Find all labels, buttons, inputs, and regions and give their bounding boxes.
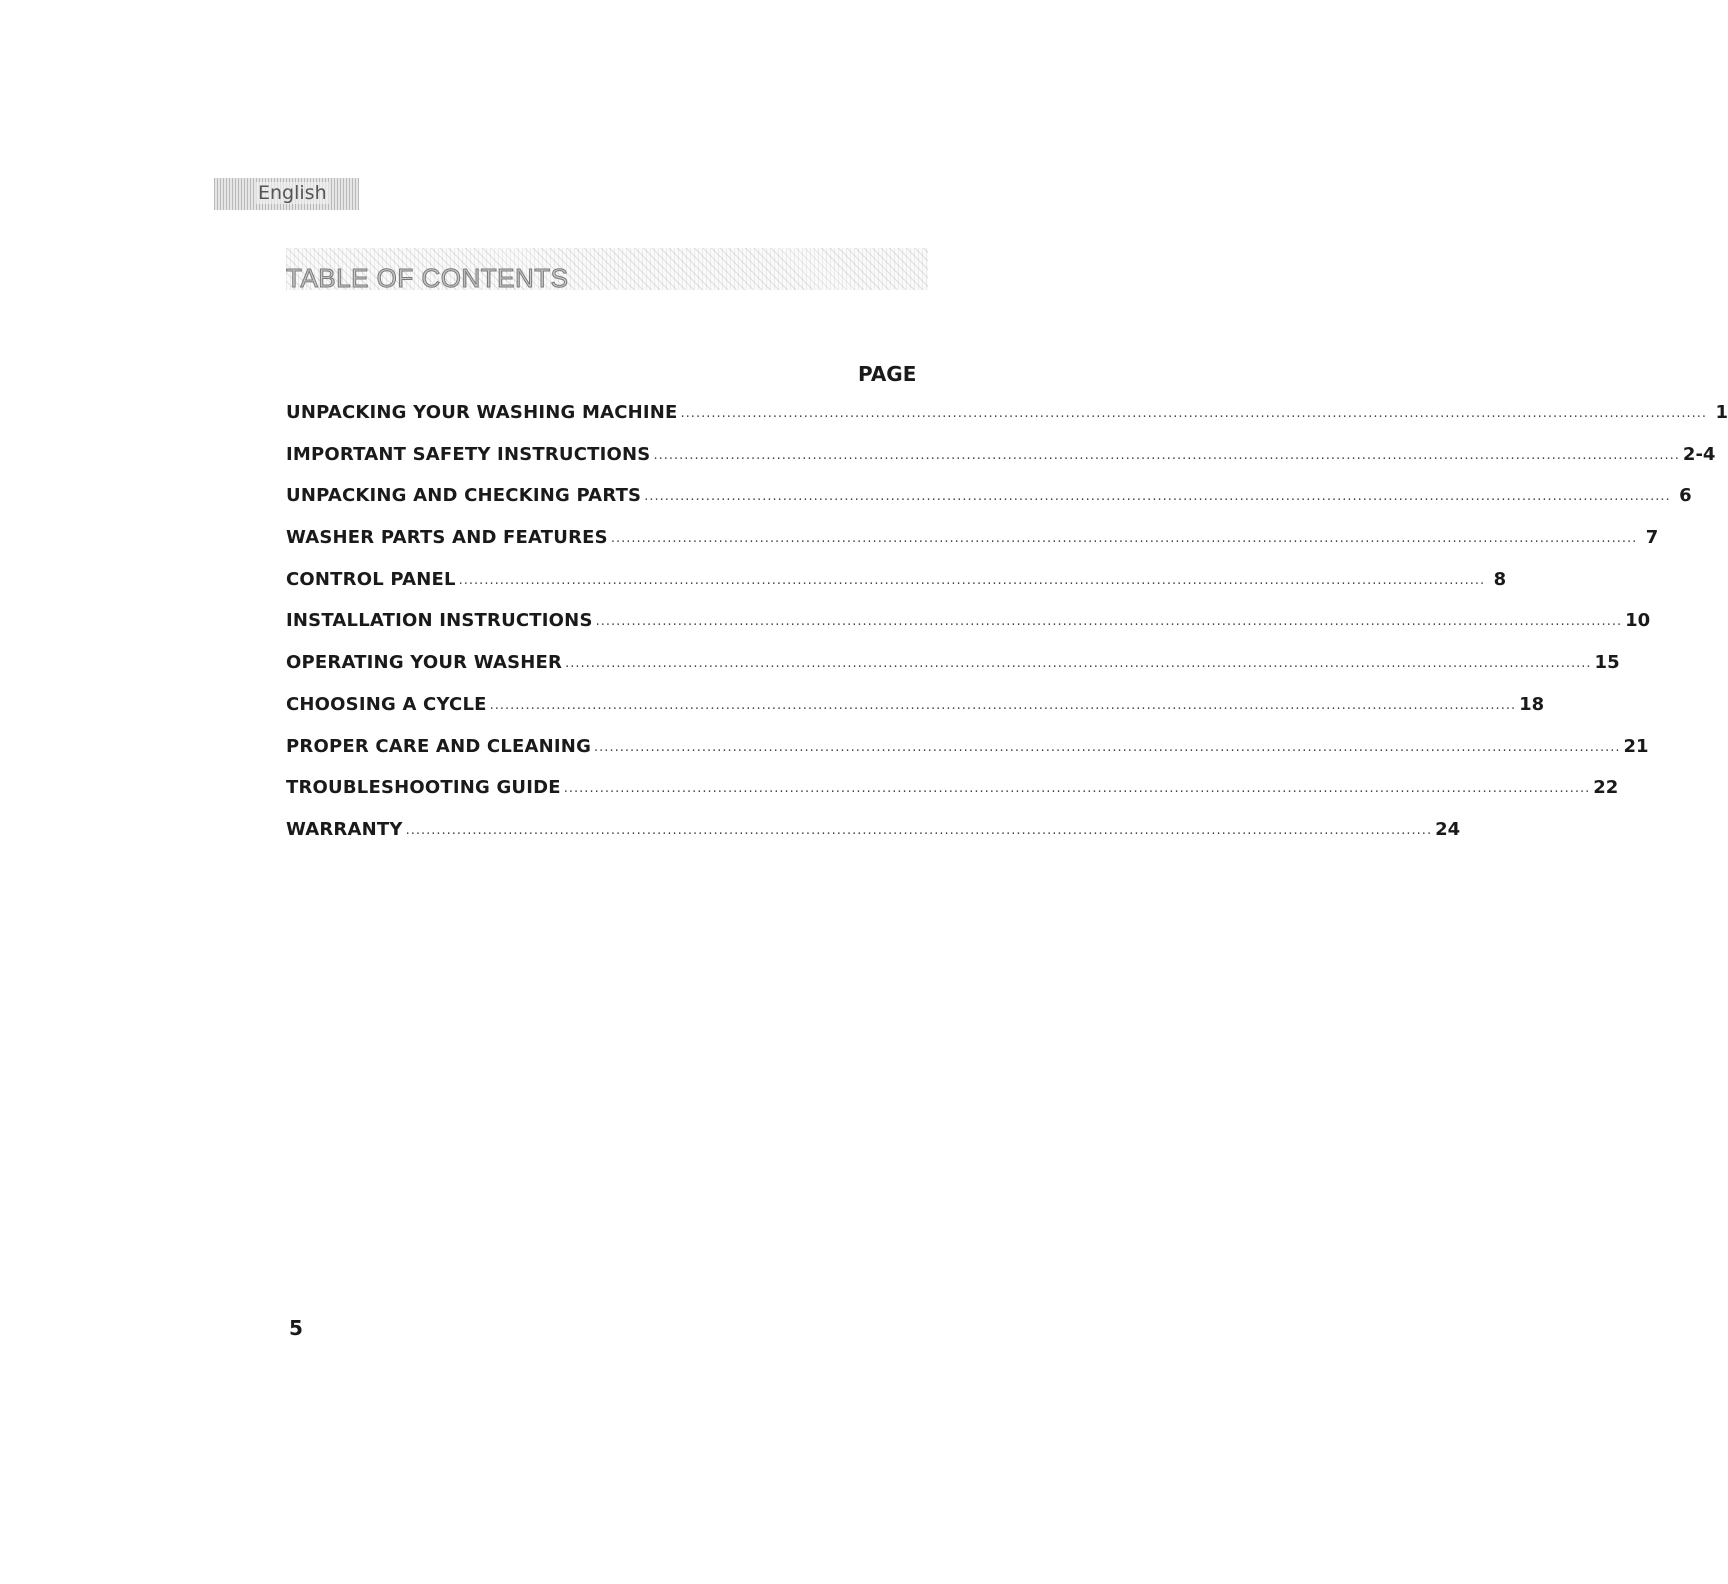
toc-entry <box>286 610 1651 652</box>
toc-entry-page: 8 <box>1493 568 1507 590</box>
toc-entry-title: OPERATING YOUR WASHER <box>286 652 563 674</box>
page-number: 5 <box>289 1316 303 1340</box>
toc-entry <box>286 568 1507 611</box>
dot-leader: ........................................................................................................................................................................................................ <box>405 822 1433 838</box>
toc-entry <box>286 777 1619 819</box>
toc-entry <box>286 443 1716 486</box>
toc-entry <box>286 693 1545 736</box>
toc-entry-title: IMPORTANT SAFETY INSTRUCTIONS <box>286 443 651 465</box>
toc-entry-title: UNPACKING YOUR WASHING MACHINE <box>286 402 678 423</box>
toc-entry <box>286 485 1692 527</box>
toc-entry-title: INSTALLATION INSTRUCTIONS <box>286 610 593 632</box>
page-column-header: PAGE <box>858 362 917 386</box>
language-label: English <box>258 182 327 204</box>
dot-leader: ........................................................................................................................................................................................................ <box>653 447 1680 463</box>
toc-entry-title: WASHER PARTS AND FEATURES <box>286 527 608 549</box>
toc-entry-page: 24 <box>1435 818 1461 840</box>
toc-entry-title: PROPER CARE AND CLEANING <box>286 735 592 757</box>
dot-leader: ........................................................................................................................................................................................................ <box>563 781 1591 797</box>
toc-entry-page: 18 <box>1519 693 1545 715</box>
dot-leader: ........................................................................................................................................................................................................ <box>594 739 1621 755</box>
language-tab <box>214 178 359 210</box>
toc-entry <box>286 735 1649 778</box>
toc-entry <box>286 527 1659 569</box>
toc-entry-title: CHOOSING A CYCLE <box>286 693 487 715</box>
toc-heading-banner <box>286 248 928 293</box>
toc-entry-page: 1 <box>1715 402 1728 423</box>
dot-leader: ........................................................................................................................................................................................................ <box>644 489 1671 505</box>
dot-leader: ........................................................................................................................................................................................................ <box>680 406 1708 421</box>
toc-entry <box>286 402 1728 444</box>
toc-entry-title: TROUBLESHOOTING GUIDE <box>286 777 561 799</box>
toc-entry-page: 2-4 <box>1682 443 1716 465</box>
dot-leader: ........................................................................................................................................................................................................ <box>595 614 1623 630</box>
toc-entry <box>286 652 1620 694</box>
dot-leader: ........................................................................................................................................................................................................ <box>565 656 1592 672</box>
toc-title: TABLE OF CONTENTS <box>286 263 569 293</box>
toc-entry-page: 7 <box>1645 527 1659 549</box>
toc-entry-page: 15 <box>1594 652 1620 674</box>
toc-entry-title: WARRANTY <box>286 818 403 840</box>
toc-entry-page: 6 <box>1679 485 1692 507</box>
toc-entry <box>286 818 1461 861</box>
dot-leader: ........................................................................................................................................................................................................ <box>610 531 1638 547</box>
dot-leader: ........................................................................................................................................................................................................ <box>458 572 1486 588</box>
toc-entry-title: CONTROL PANEL <box>286 568 456 590</box>
toc-list <box>286 402 1728 861</box>
toc-entry-page: 22 <box>1593 777 1619 799</box>
dot-leader: ........................................................................................................................................................................................................ <box>489 697 1517 713</box>
toc-entry-page: 21 <box>1623 735 1649 757</box>
toc-entry-page: 10 <box>1625 610 1651 632</box>
toc-entry-title: UNPACKING AND CHECKING PARTS <box>286 485 642 507</box>
